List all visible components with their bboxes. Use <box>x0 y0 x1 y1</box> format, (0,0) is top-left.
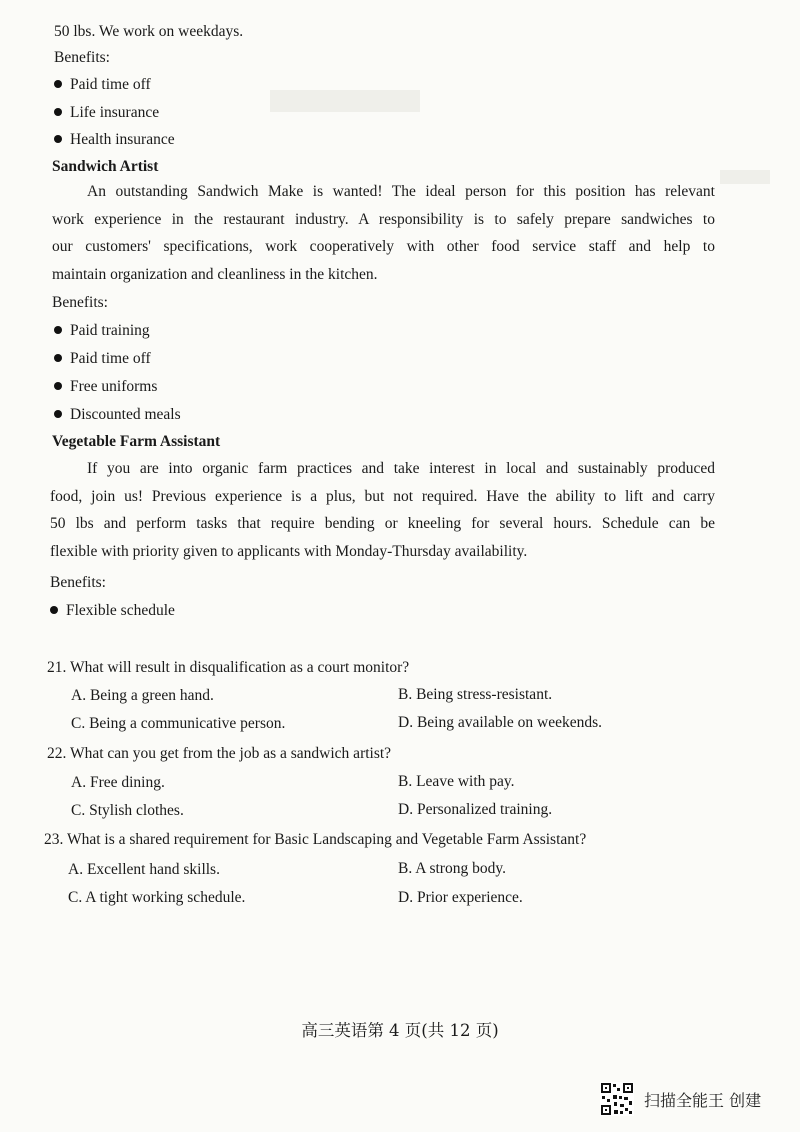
paragraph-line: our customers' specifications, work cooperatively with other food service staff and help to <box>52 238 715 255</box>
option-21a: A. Being a green hand. <box>71 687 214 704</box>
bullet-icon <box>54 135 62 143</box>
option-21b: B. Being stress-resistant. <box>398 686 553 703</box>
option-21c: C. Being a communicative person. <box>71 715 286 732</box>
option-22b: B. Leave with pay. <box>398 773 515 790</box>
option-23d: D. Prior experience. <box>398 889 523 906</box>
list-item: Health insurance <box>54 130 175 150</box>
list-item: Discounted meals <box>54 405 181 425</box>
paragraph-line: maintain organization and cleanliness in the kitchen. <box>52 266 378 283</box>
paragraph-line: flexible with priority given to applicants with Monday-Thursday availability. <box>50 543 528 560</box>
list-item: Flexible schedule <box>50 601 175 621</box>
scanner-watermark <box>600 1082 761 1116</box>
paragraph-line: An outstanding Sandwich Make is wanted! The ideal person for this position has relevant <box>87 183 715 200</box>
list-item: Free uniforms <box>54 377 157 397</box>
sandwich-artist-title: Sandwich Artist <box>52 158 159 175</box>
question-21-stem: 21. What will result in disqualification as a court monitor? <box>47 659 410 676</box>
scanner-brand-text: 扫描全能王 创建 <box>644 1090 762 1110</box>
paragraph-line: If you are into organic farm practices and take interest in local and sustainably produced <box>87 460 715 477</box>
option-22c: C. Stylish clothes. <box>71 802 184 819</box>
bullet-icon <box>54 354 62 362</box>
paragraph-line: work experience in the restaurant industry. A responsibility is to safely prepare sandwiches to <box>52 211 715 228</box>
bullet-icon <box>50 606 58 614</box>
top-job-benefits-label: Benefits: <box>54 49 110 66</box>
question-22-stem: 22. What can you get from the job as a sandwich artist? <box>47 745 392 762</box>
bullet-icon <box>54 410 62 418</box>
list-item: Life insurance <box>54 103 159 123</box>
bullet-icon <box>54 382 62 390</box>
option-22d: D. Personalized training. <box>398 801 553 818</box>
bleed-through-mark <box>270 90 420 112</box>
bullet-icon <box>54 326 62 334</box>
option-23c: C. A tight working schedule. <box>68 889 246 906</box>
page-footer: 高三英语第 4 页(共 12 页) <box>301 1021 499 1040</box>
list-item: Paid time off <box>54 349 151 369</box>
paragraph-line: food, join us! Previous experience is a plus, but not required. Have the ability to lift and carry <box>50 488 715 505</box>
qr-code-icon <box>600 1082 634 1116</box>
top-job-tail-line: 50 lbs. We work on weekdays. <box>54 23 244 40</box>
bullet-icon <box>54 108 62 116</box>
list-item: Paid time off <box>54 75 151 95</box>
paragraph-line: 50 lbs and perform tasks that require bending or kneeling for several hours. Schedule can be <box>50 515 715 532</box>
option-21d: D. Being available on weekends. <box>398 714 603 731</box>
option-23a: A. Excellent hand skills. <box>68 861 220 878</box>
sandwich-benefits-label: Benefits: <box>52 294 108 311</box>
bullet-icon <box>54 80 62 88</box>
farm-benefits-label: Benefits: <box>50 574 106 591</box>
option-23b: B. A strong body. <box>398 860 506 877</box>
list-item: Paid training <box>54 321 150 341</box>
option-22a: A. Free dining. <box>71 774 165 791</box>
bleed-through-mark <box>720 170 770 184</box>
farm-assistant-title: Vegetable Farm Assistant <box>52 433 221 450</box>
question-23-stem: 23. What is a shared requirement for Basic Landscaping and Vegetable Farm Assistant? <box>44 831 587 848</box>
